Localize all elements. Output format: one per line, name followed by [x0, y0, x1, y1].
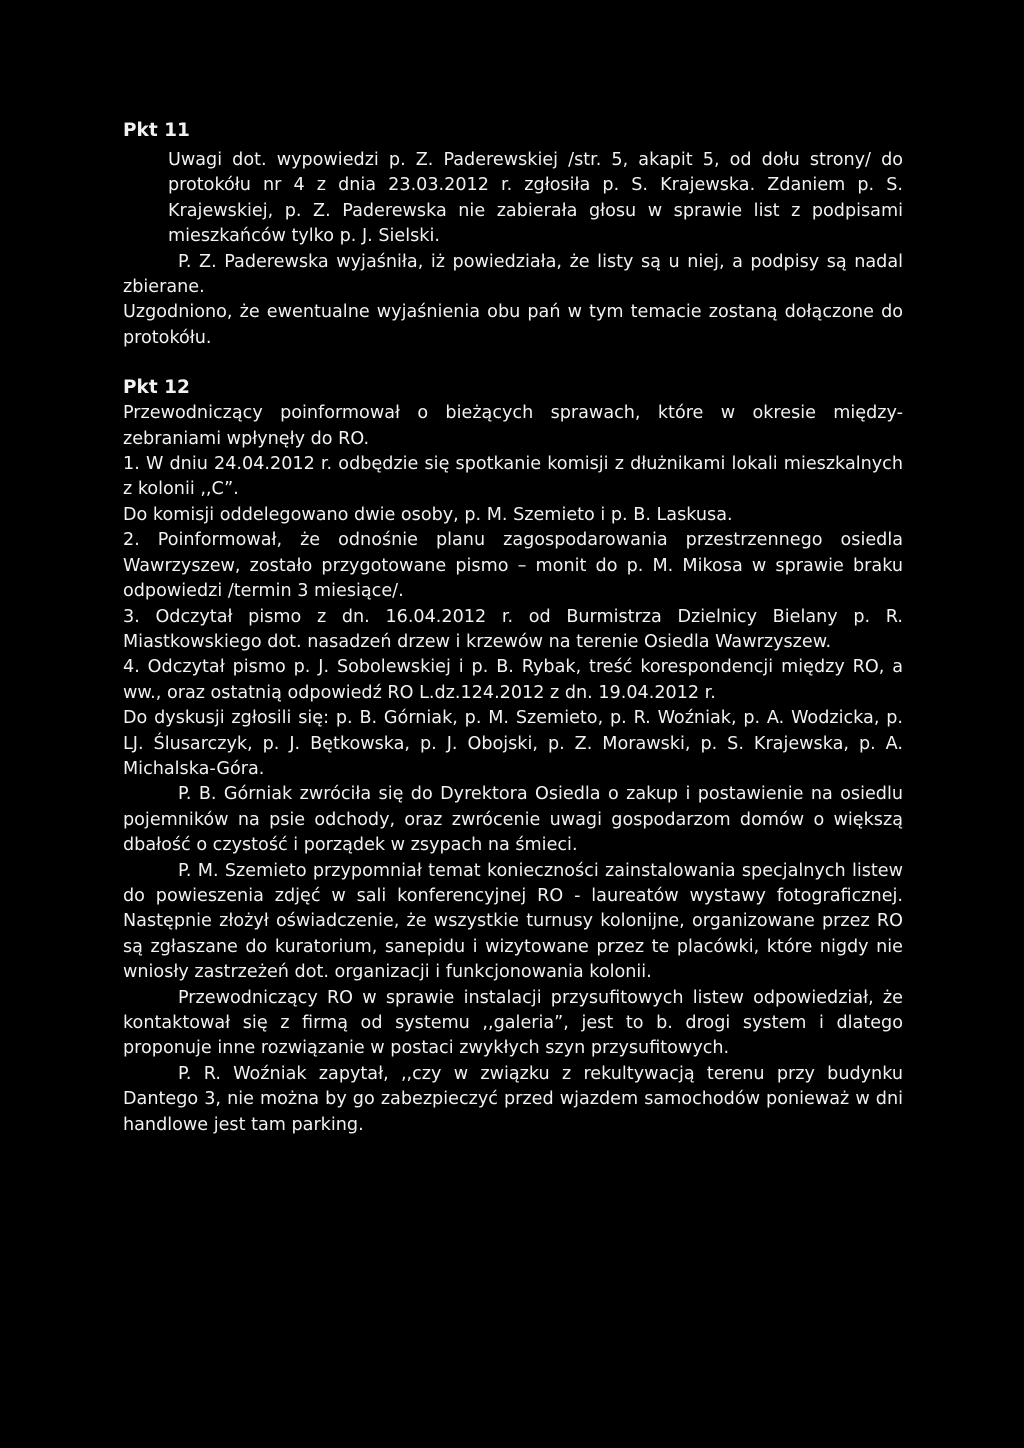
- section-pkt-11: [123, 118, 903, 351]
- document-page: [123, 118, 903, 1138]
- section-heading: Pkt 12: [123, 377, 190, 399]
- paragraph: Przewodniczący RO w sprawie instalacji przysufitowych listew odpowiedział, że kontaktował się z firmą od systemu ,,galeria”, jest to b. drogi system i dlatego proponuje inne rozwiązanie w postaci zwykłych szyn przysufitowych.: [123, 987, 903, 1059]
- section-gap: [123, 351, 903, 375]
- section-heading: Pkt 11: [123, 120, 190, 141]
- paragraph: P. R. Woźniak zapytał, ,,czy w związku z rekultywacją terenu przy budynku Dantego 3, nie można by go zabezpieczyć przed wjazdem samochodów ponieważ w dni handlowe jest tam parking.: [123, 1063, 903, 1135]
- list-item: 2. Poinformował, że odnośnie planu zagospodarowania przestrzennego osiedla Wawrzyszew, zostało przygotowane pismo – monit do p. M. Mikosa w sprawie braku odpowiedzi /termin 3 miesiące/.: [123, 530, 903, 602]
- paragraph: Uzgodniono, że ewentualne wyjaśnienia obu pań w tym temacie zostaną dołączone do protokółu.: [123, 302, 903, 348]
- paragraph: P. Z. Paderewska wyjaśniła, iż powiedziała, że listy są u niej, a podpisy są nadal zbierane.: [123, 251, 903, 298]
- list-item: 1. W dniu 24.04.2012 r. odbędzie się spotkanie komisji z dłużnikami lokali mieszkalnych z kolonii ,,C”.: [123, 454, 903, 500]
- paragraph: Do komisji oddelegowano dwie osoby, p. M. Szemieto i p. B. Laskusa.: [123, 504, 733, 525]
- list-item: 4. Odczytał pismo p. J. Sobolewskiej i p. B. Rybak, treść korespondencji między RO, a ww., oraz ostatnią odpowiedź RO L.dz.124.2012 z dn. 19.04.2012 r.: [123, 657, 903, 703]
- paragraph: Uwagi dot. wypowiedzi p. Z. Paderewskiej /str. 5, akapit 5, od dołu strony/ do protokółu nr 4 z dnia 23.03.2012 r. zgłosiła p. S. Krajewska. Zdaniem p. S. Krajewskiej, p. Z. Paderewska nie zabierała głosu w sprawie list z podpisami mieszkańców tylko p. J. Sielski.: [168, 150, 903, 247]
- paragraph: P. M. Szemieto przypomniał temat konieczności zainstalowania specjalnych listew do powieszenia zdjęć w sali konferencyjnej RO - laureatów wystawy fotograficznej. Następnie złożył oświadczenie, że wszystkie turnusy kolonijne, organizowane przez RO są zgłaszane do kuratorium, sanepidu i wizytowane przez te placówki, które nigdy nie wniosły zastrzeżeń dot. organizacji i funkcjonowania kolonii.: [123, 860, 903, 983]
- paragraph: Przewodniczący poinformował o bieżących sprawach, które w okresie między-zebraniami wpłynęły do RO.: [123, 403, 903, 449]
- list-item: 3. Odczytał pismo z dn. 16.04.2012 r. od Burmistrza Dzielnicy Bielany p. R. Miastkowskiego dot. nasadzeń drzew i krzewów na terenie Osiedla Wawrzyszew.: [123, 606, 903, 652]
- paragraph: Do dyskusji zgłosili się: p. B. Górniak, p. M. Szemieto, p. R. Woźniak, p. A. Wodzicka, p. LJ. Ślusarczyk, p. J. Bętkowska, p. J. Obojski, p. Z. Morawski, p. S. Krajewska, p. A. Michalska-Góra.: [123, 708, 903, 779]
- paragraph: P. B. Górniak zwróciła się do Dyrektora Osiedla o zakup i postawienie na osiedlu pojemników na psie odchody, oraz zwrócenie uwagi gospodarzom domów o większą dbałość o czystość i porządek w zsypach na śmieci.: [123, 784, 903, 856]
- section-pkt-12: [123, 375, 903, 1138]
